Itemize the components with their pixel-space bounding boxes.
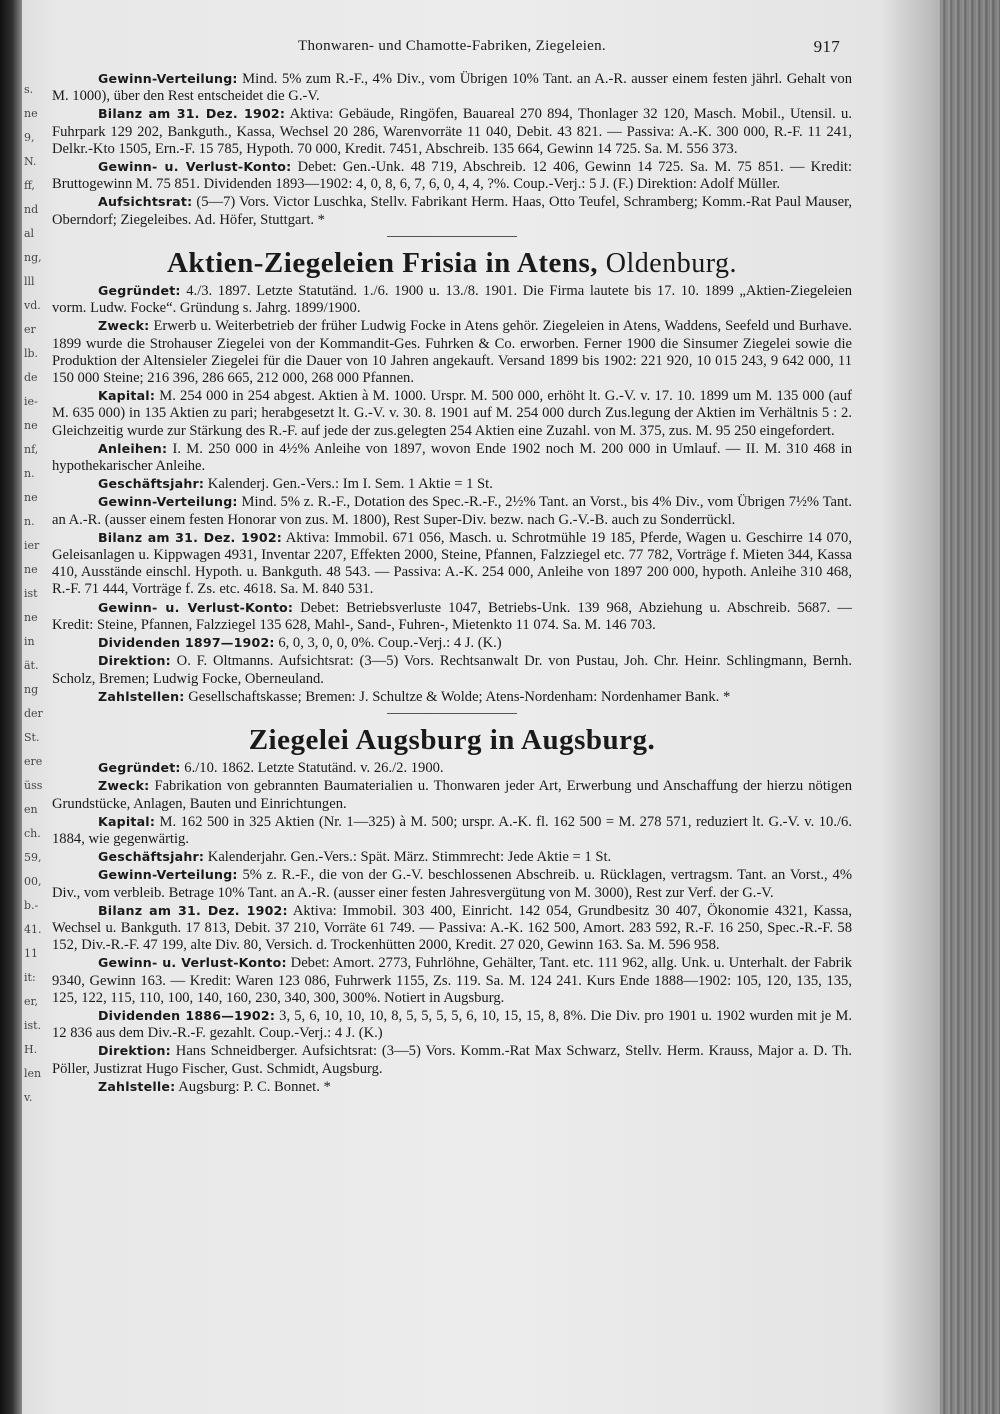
entry-text: 6./10. 1862. Letzte Statutänd. v. 26./2. 1900. [180,760,444,777]
margin-fragment: 11 [24,947,38,960]
entry-text: M. 254 000 in 254 abgest. Aktien à M. 1000. Urspr. M. 500 000, erhöht lt. G.-V. v. 17. 10. 1899 um M. 135 000 (auf M. 635 000) in 135 Aktien zu pari; herabgesetzt lt. G.-V. v. 30. 8. 1901 auf M. 254 000 durch Zus.legung der Aktien im Verhältnis 5 : 2. Gleichzeitig wurde zur Stärkung des R.-F. auf jede der zus.gelegten 254 Aktien eine Zuzahl. von M. 375, zus. M. 95 250 eingefordert. [52,388,852,439]
margin-fragment: s. [24,83,34,96]
margin-fragment: ff, [24,179,35,192]
margin-fragment: ng, [24,251,42,264]
entry-key: Bilanz am 31. Dez. 1902: [98,529,283,545]
entry-text: Aktiva: Immobil. 671 056, Masch. u. Schrotmühle 19 185, Pferde, Wagen u. Geschirre 14 070, Geleisanlagen u. Kippwagen 4931, Inventar 2207, Effekten 2000, Steine, Pfannen, Falzziegel etc. 77 782, Vorträge f. Mieten 344, Kassa 410, Ausstände einschl. Hypoth. u. Bankguth. 48 543. — Passiva: A.-K. 254 000, Anleihe von 1897 200 000, hypoth. Anleihe 310 468, R.-F. 71 444, Vorträge f. Zs. etc. 4618. Sa. M. 840 531. [52,529,852,598]
margin-fragment: ne [24,611,38,624]
entry-text: Debet: Gen.-Unk. 48 719, Abschreib. 12 406, Gewinn 14 725. Sa. M. 75 851. — Kredit: Bruttogewinn M. 75 851. Dividenden 1893—1902: 4, 0, 8, 6, 7, 6, 0, 4, 4, ?%. Coup.-Verj.: 5 J. (F.) Direktion: Adolf Müller. [52,159,852,193]
margin-fragment: al [24,227,35,240]
margin-fragment: ist [24,587,38,600]
margin-fragment: ist. [24,1019,42,1032]
entry-key: Gewinn- u. Verlust-Konto: [98,159,292,175]
entry-paragraph [52,475,852,493]
entry-key: Gewinn-Verteilung: [98,71,238,86]
entry-key: Gewinn-Verteilung: [98,867,238,883]
entry-text: M. 162 500 in 325 Aktien (Nr. 1—325) à M. 500; urspr. A.-K. fl. 162 500 = M. 278 571, reduziert lt. G.-V. v. 10./6. 1884, wie gegenwärtig. [52,813,852,847]
entry-text: Aktiva: Gebäude, Ringöfen, Bauareal 270 894, Thonlager 32 120, Masch. Mobil., Utensil. u. Fuhrpark 129 202, Bankguth., Kassa, Wechsel 20 286, Warenvorräte 11 040, Debit. 43 821. — Passiva: A.-K. 300 000, R.-F. 11 241, Delkr.-Kto 1505, Ern.-F. 15 785, Hypoth. 70 000, Kredit. 7451, Abschreib. 135 664, Gewinn 14 725. Sa. M. 556 373. [52,106,852,157]
entry-text: Hans Schneidberger. Aufsichtsrat: (3—5) Vors. Komm.-Rat Max Schwarz, Stellv. Herm. Krauss, Major a. D. Th. Pöller, Justizrat Hugo Fischer, Gust. Schmidt, Augsburg. [52,1043,852,1077]
margin-fragment: n. [24,515,35,528]
entry-paragraph [52,866,852,901]
margin-fragment: ne [24,491,38,504]
entry-paragraph [52,1078,852,1096]
margin-fragment: lb. [24,347,39,360]
company-location: Oldenburg. [605,247,738,279]
margin-fragment: er, [24,995,39,1008]
entry-text: Mind. 5% zum R.-F., 4% Div., vom Übrigen 10% Tant. an A.-R. ausser einem festen jährl. Gehalt von M. 1000), über den Rest entscheidet die G.-V. [52,71,852,105]
margin-fragment: de [24,371,38,384]
page-content [52,38,852,1388]
company-heading [52,246,852,279]
entry-text: Erwerb u. Weiterbetrieb der früher Ludwig Focke in Atens gehör. Ziegeleien in Atens, Waddens, Seefeld und Burhave. 1899 wurde die Strohauser Ziegelei von der Kommandit-Ges. Fuhrken & Co. erworben. Ferner 1900 die Sinsumer Ziegelei sowie die Produktion der Altensieler Ziegelei für die Dauer von 10 Jahren angekauft. Versand 1899 bis 1902: 221 920, 10 015 243, 9 642 000, 11 150 000 Steine; 216 396, 286 665, 212 000, 268 000 Pfannen. [52,318,852,387]
entry-key: Zweck: [98,318,150,334]
entry-text: Kalenderj. Gen.-Vers.: Im I. Sem. 1 Aktie = 1 St. [204,476,493,493]
margin-fragment: ie- [24,395,38,408]
margin-fragment: St. [24,731,40,744]
company-heading [52,723,852,756]
entry-key: Kapital: [98,388,156,404]
entry-paragraph [52,759,852,777]
margin-fragment: N. [24,155,37,168]
company-name: Aktien-Ziegeleien Frisia in Atens, [166,246,599,279]
entry-text: Mind. 5% z. R.-F., Dotation des Spec.-R.-F., 2½% Tant. an Vorst., bis 4% Div., vom Übrigen 7½% Tant. an A.-R. (ausser einem festen Honorar von zus. M. 1800), Rest Super-Div. bezw. nach G.-V.-B. auch zu Sonderrückl. [52,494,852,528]
entry-key: Aufsichtsrat: [98,194,193,210]
entry-key: Direktion: [98,653,171,669]
entry-paragraph [52,777,852,812]
margin-fragment: 41. [24,923,42,936]
running-title: Thonwaren- und Chamotte-Fabriken, Ziegeleien. [298,38,606,54]
margin-fragment: v. [24,1091,33,1104]
entry-key: Zahlstellen: [98,688,185,704]
entry-text: Aktiva: Immobil. 303 400, Einricht. 142 054, Grundbesitz 30 407, Ökonomie 4321, Kassa, Wechsel u. Bankguth. 17 813, Debit. 37 210, Vorräte 61 749. — Passiva: A.-K. 162 500, Amort. 283 592, R.-F. 16 250, Spec.-R.-F. 58 152, Div.-R.-F. 47 199, alte Div. 80, Versich. d. Trockenhütten 2000, Kredit. 27 020, Gewinn 163. Sa. M. 596 958. [52,902,852,954]
margin-fragment: nf, [24,443,39,456]
margin-fragment: it: [24,971,36,984]
margin-fragment: ere [24,755,43,768]
entry-paragraph [52,848,852,866]
margin-fragment: 59, [24,851,42,864]
entry-paragraph [52,599,852,634]
margin-fragment: nd [24,203,39,216]
entry-key: Zahlstelle: [98,1078,176,1094]
entry-key: Gewinn-Verteilung: [98,494,238,510]
entry-paragraph [52,440,852,475]
entry-text: 3, 5, 6, 10, 10, 10, 8, 5, 5, 5, 5, 6, 10, 15, 15, 8, 8%. Die Div. pro 1901 u. 1902 wurden mit je M. 12 836 aus dem Div.-R.-F. gezahlt. Coup.-Verj.: 4 J. (K.) [52,1007,852,1042]
entry-paragraph [52,317,852,387]
entry-text: Fabrikation von gebrannten Baumaterialien u. Thonwaren jeder Art, Erwerbung und Anschaffung der hierzu nötigen Grundstücke, Anlagen, Bauten und Einrichtungen. [52,778,852,812]
margin-fragment: ät. [24,659,39,672]
entry-paragraph [52,158,852,193]
entry-paragraph [52,1007,852,1042]
entry-paragraph [52,70,852,105]
entry-key: Gegründet: [98,283,181,299]
entry-key: Dividenden 1897—1902: [98,635,275,651]
margin-fragment: ne [24,419,38,432]
entry-key: Geschäftsjahr: [98,849,205,865]
entry-key: Direktion: [98,1043,171,1059]
margin-fragment: üss [24,779,43,792]
entry-key: Gewinn- u. Verlust-Konto: [98,955,287,971]
margin-fragment: ng [24,683,39,696]
entry-paragraph [52,193,852,228]
margin-fragment: ne [24,563,38,576]
entry-paragraph [52,813,852,848]
margin-fragment: ne [24,107,38,120]
page-edge-stack [940,0,1000,1414]
binding-gutter [0,0,22,1414]
entry-key: Gewinn- u. Verlust-Konto: [98,599,294,615]
entry-paragraph [52,282,852,317]
entry-paragraph [52,902,852,955]
margin-fragment: der [24,707,43,720]
entry-text: I. M. 250 000 in 4½% Anleihe von 1897, wovon Ende 1902 noch M. 200 000 in Umlauf. — II. M. 310 468 in hypothekarischer Anleihe. [52,440,852,475]
entry-paragraph [52,954,852,1007]
entry-text: Gesellschaftskasse; Bremen: J. Schultze & Wolde; Atens-Nordenham: Nordenhamer Bank. * [184,688,731,705]
sections [52,70,852,1096]
margin-fragment: vd. [24,299,41,312]
margin-fragment: 00, [24,875,42,888]
entry-key: Kapital: [98,813,156,829]
entry-paragraph [52,652,852,687]
entry-text: Debet: Betriebsverluste 1047, Betriebs-Unk. 139 968, Abziehung u. Abschreib. 5687. — Kredit: Steine, Pfannen, Falzziegel 135 628, Mahl-, Sand-, Fuhren-, Mietenkto 11 074. Sa. M. 146 703. [52,599,852,633]
margin-fragment: en [24,803,38,816]
entry-key: Anleihen: [98,440,168,456]
margin-fragment: b.- [24,899,39,912]
entry-text: 4./3. 1897. Letzte Statutänd. 1./6. 1900 u. 13./8. 1901. Die Firma lautete bis 17. 10. 1899 „Aktien-Ziegeleien vorm. Ludw. Focke“. Gründung s. Jahrg. 1899/1900. [52,283,852,317]
entry-text: O. F. Oltmanns. Aufsichtsrat: (3—5) Vors. Rechtsanwalt Dr. von Pustau, Joh. Chr. Heinr. Schlingmann, Bernh. Scholz, Bremen; Ludwig Focke, Oberneuland. [52,653,852,687]
entry-text: 5% z. R.-F., die von der G.-V. beschlossenen Abschreib. u. Rücklagen, vertragsm. Tant. an Vorst., 4% Div., vom verbleib. Betrage 10% Tant. an A.-R. (ausser einer festen Jahresvergütung von M. 3000), Rest zur Verf. der G.-V. [52,867,852,901]
entry-key: Bilanz am 31. Dez. 1902: [98,902,288,918]
entry-key: Bilanz am 31. Dez. 1902: [98,106,286,122]
entry-paragraph [52,688,852,706]
margin-fragment: len [24,1067,42,1080]
entry-paragraph [52,105,852,158]
margin-fragment: in [24,635,35,648]
company-name: Ziegelei Augsburg in Augsburg. [248,723,656,756]
margin-fragment: 9, [24,131,35,144]
entry-key: Geschäftsjahr: [98,476,205,492]
entry-paragraph [52,1042,852,1077]
margin-fragment: n. [24,467,35,480]
margin-fragment: H. [24,1043,38,1056]
entry-key: Dividenden 1886—1902: [98,1007,276,1023]
entry-text: Kalenderjahr. Gen.-Vers.: Spät. März. Stimmrecht: Jede Aktie = 1 St. [204,849,612,866]
running-head [52,38,852,70]
entry-key: Zweck: [98,778,150,794]
margin-fragment: ch. [24,827,41,840]
margin-fragment: lll [24,275,35,288]
entry-paragraph [52,493,852,528]
page-number: 917 [813,37,840,56]
entry-key: Gegründet: [98,760,181,776]
entry-text: Augsburg: P. C. Bonnet. * [175,1078,331,1095]
section-divider [387,236,517,237]
section-divider [387,713,517,714]
entry-paragraph [52,634,852,652]
entry-text: 6, 0, 3, 0, 0, 0%. Coup.-Verj.: 4 J. (K.) [274,635,502,652]
entry-text: Debet: Amort. 2773, Fuhrlöhne, Gehälter, Tant. etc. 111 962, allg. Unk. u. Unterhalt. der Fabrik 9340, Gewinn 163. — Kredit: Waren 123 086, Fuhrwerk 1155, Zs. 119. Sa. M. 124 241. Kurs Ende 1888—1902: 105, 120, 135, 135, 125, 122, 115, 110, 100, 140, 160, 230, 340, 300, 300%. Notiert in Augsburg. [52,955,852,1006]
entry-paragraph [52,387,852,440]
entry-paragraph [52,529,852,599]
entry-text: (5—7) Vors. Victor Luschka, Stellv. Fabrikant Herm. Haas, Otto Teufel, Schramberg; Komm.-Rat Paul Mauser, Oberndorf; Ziegeleibes. Ad. Höfer, Stuttgart. * [52,194,852,228]
margin-fragment: er [24,323,36,336]
margin-fragment: ier [24,539,40,552]
